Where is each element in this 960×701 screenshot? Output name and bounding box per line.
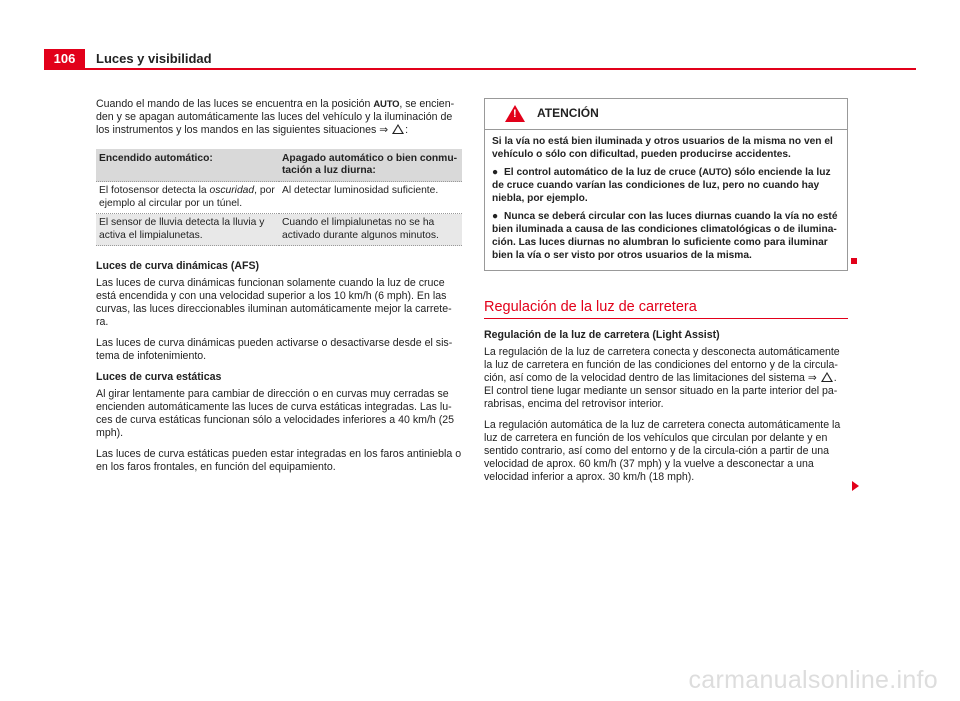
intro-paragraph: Cuando el mando de las luces se encuentra en la posición AUTO, se encien-den y se apagan automáticamente las luces del vehículo y la iluminación de los instrumentos y los mandos en las siguientes situaciones ⇒ : xyxy=(96,98,455,136)
afs-paragraph: Las luces de curva dinámicas funcionan solamente cuando la luz de cruce está encendida y con una velocidad superior a los 10 km/h (6 mph). En las curvas, las luces direccionables iluminan automáticamente mejor la carrete-ra. xyxy=(96,277,452,328)
table-header-cell: Encendido automático: xyxy=(96,149,279,182)
warning-triangle-icon xyxy=(821,372,833,382)
table-cell: El fotosensor detecta la oscuridad, por ejemplo al circular por un túnel. xyxy=(96,182,279,214)
page-number: 106 xyxy=(44,49,85,69)
warning-body xyxy=(485,130,847,270)
left-column xyxy=(96,98,462,482)
warning-bullet-item: ● Nunca se deberá circular con las luces diurnas cuando la vía no esté bien iluminada a causa de las condiciones climatológicas o de ilumina-ción. Las luces diurnas no alumbran lo suficiente como para iluminar bien la vía o ser visto por otros usuarios de la misma. xyxy=(492,211,838,261)
continue-arrow-icon xyxy=(852,481,859,491)
reference-arrow: ⇒ xyxy=(807,372,817,384)
table-header-cell: Apagado automático o bien conmu-tación a luz diurna: xyxy=(279,149,462,182)
reference-arrow: ⇒ xyxy=(379,124,389,136)
static-heading: Luces de curva estáticas xyxy=(96,371,222,383)
section-end-marker xyxy=(851,258,857,264)
section-title: Regulación de la luz de carretera xyxy=(484,301,848,319)
warning-text: Si la vía no está bien iluminada y otros usuarios de la misma no ven el vehículo o sólo con dificultad, pueden producirse accidentes. xyxy=(492,136,833,160)
table-header-row xyxy=(96,149,462,182)
chapter-title: Luces y visibilidad xyxy=(96,51,212,66)
watermark: carmanualsonline.info xyxy=(688,666,938,694)
afs-heading: Luces de curva dinámicas (AFS) xyxy=(96,260,260,272)
warning-bullet-item: ● El control automático de la luz de cruce (AUTO) sólo enciende la luz de cruce cuando varían las condiciones de luz, pero no cuando hay niebla, por ejemplo. xyxy=(492,167,831,204)
static-paragraph: Al girar lentamente para cambiar de dirección o en curvas muy cerradas se encienden automáticamente las luces de curva estáticas integradas. Las lu-ces de curva estáticas funcionan sólo a velocidades inferiores a 40 km/h (25 mph). xyxy=(96,388,455,439)
warning-triangle-icon xyxy=(392,124,404,134)
afs-paragraph: Las luces de curva dinámicas pueden activarse o desactivarse desde el sis-tema de infotenimiento. xyxy=(96,337,453,362)
auto-symbol: AUTO xyxy=(702,167,729,178)
bullet-icon: ● xyxy=(492,167,499,178)
warning-header: ! ATENCIÓN xyxy=(485,99,847,130)
auto-symbol: AUTO xyxy=(373,99,400,110)
bullet-icon: ● xyxy=(492,211,499,222)
header-rule xyxy=(44,68,916,70)
table-row xyxy=(96,214,462,246)
warning-title: ATENCIÓN xyxy=(537,106,599,120)
table-row xyxy=(96,182,462,214)
light-assist-paragraph: La regulación automática de la luz de carretera conecta automáticamente la luz de carretera en función de los vehículos que circulan por delante y en sentido contrario, así como del entorno y de la circula-ción a partir de una velocidad de aprox. 60 km/h (37 mph) y la vuelve a desconectar a una velocidad inferior a aprox. 30 km/h (18 mph). xyxy=(484,419,841,483)
table-cell: El sensor de lluvia detecta la lluvia y activa el limpialunetas. xyxy=(96,214,279,246)
light-assist-paragraph: La regulación de la luz de carretera conecta y desconecta automáticamente la luz de carretera en función de las condiciones del entorno y de la circula-ción, así como de la velocidad dentro de las limitaciones del sistema ⇒ . El control tiene lugar mediante un sensor situado en la parte interior del pa-rabrisas, encima del retrovisor interior. xyxy=(484,346,840,410)
right-column xyxy=(484,98,848,492)
table-cell: Al detectar luminosidad suficiente. xyxy=(279,182,462,214)
auto-light-table xyxy=(96,149,462,246)
static-paragraph: Las luces de curva estáticas pueden estar integradas en los faros antiniebla o en los faros frontales, en función del equipamiento. xyxy=(96,448,462,473)
table-cell: Cuando el limpialunetas no se ha activado durante algunos minutos. xyxy=(279,214,462,246)
warning-box xyxy=(484,98,848,271)
light-assist-heading: Regulación de la luz de carretera (Light Assist) xyxy=(484,329,720,341)
